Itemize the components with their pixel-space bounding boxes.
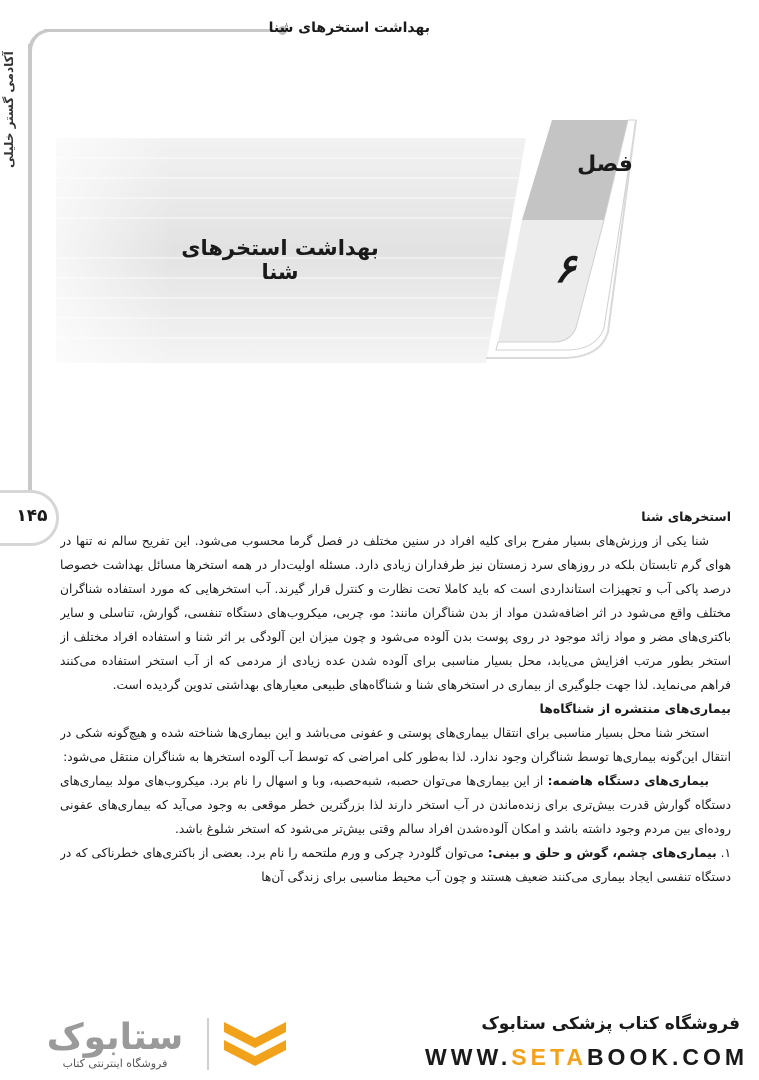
url-suffix: BOOK.COM [586, 1044, 748, 1070]
url-highlight: SETA [511, 1044, 587, 1070]
logo-separator [207, 1018, 209, 1070]
shop-url [388, 1044, 748, 1071]
paragraph: شنا یکی از ورزش‌های بسیار مفرح برای کلیه افراد در سنین مختلف در فصل گرما محسوب می‌شود. این تفریح سالم نه تنها در هوای گرم تابستان بلکه در روزهای سرد زمستان نیز طرفداران زیادی دارد. مسئله اولیت‌دار در همه استخرها مسائل بهداشت خصوصا درصد پاکی آب و تجهیزات استانداردی است که باید کاملا تحت نظارت و کنترل قرار گیرند. آب استخرهایی که مورد استفاده شناگران مختلف واقع می‌شود در اثر اضافه‌شدن مواد از بدن شناگران مانند: مو، چربی، میکروب‌های دستگاه تنفسی، گوارش، تناسلی و سایر باکتری‌های مضر و مواد زائد موجود در روی پوست بدن آلوده می‌شود و چون میزان این آلودگی بر اثر شنا و استفاده افراد مختلف از استخر بطور مرتب افزایش می‌یابد، محل بسیار مناسبی برای آلوده شدن عده زیادی از مردمی که از آب استخر استفاده می‌کنند فراهم می‌نماید. لذا جهت جلوگیری از بیماری در استخرهای شنا و شناگاه‌های طبیعی معیارهای بهداشتی تدوین گردیده است. [60, 534, 731, 692]
side-rule [28, 44, 32, 494]
paragraph: استخر شنا محل بسیار مناسبی برای انتقال بیماری‌های پوستی و عفونی می‌باشد و این بیماری‌ها شناخته شده و هیچ‌گونه شکی در انتقال این‌گونه بیماری‌ها توسط شناگران وجود ندارد. لذا به‌طور کلی امراضی که توسط آب آلوده استخرها به شناگران منتقل می‌شود: [60, 726, 731, 764]
section-heading: استخرهای شنا [641, 509, 731, 524]
page-number: ۱۴۵ [16, 506, 48, 526]
url-prefix: WWW. [425, 1044, 512, 1070]
term-text: از این بیماری‌ها می‌توان حصبه، شبه‌حصبه، وبا و اسهال را نام برد. میکروب‌های مولد بیماری‌های دستگاه گوارش قدرت بیش‌تری برای زنده‌ماندن در آب استخر دارند لذا بزرگترین خطر موقعی به وجود می‌آید که بیماری‌های عفونی روده‌ای بین مردم وجود داشته باشد و امکان آلوده‌شدن افراد سالم وقتی بیش‌تر می‌شود که استخر شلوغ باشد. [60, 774, 731, 836]
logo-chevron-icon [220, 1018, 290, 1074]
term-text: می‌توان گلودرد چرکی و ورم ملتحمه را نام برد. بعضی از باکتری‌های خطرناکی که در دستگاه تنفسی ایجاد بیماری می‌کنند ضعیف هستند و چون آب محیط مناسبی برای زندگی آن‌ها [60, 846, 731, 884]
side-text: آکادمی گستر خلیلی [2, 51, 16, 169]
term-label: بیماری‌های چشم، گوش و حلق و بینی: [487, 846, 717, 860]
body-text [60, 505, 731, 995]
section-heading: بیماری‌های منتشره از شناگاه‌ها [539, 701, 731, 716]
list-item [60, 841, 731, 889]
list-number: ۱. [720, 846, 731, 860]
running-title: بهداشت استخرهای شنا [268, 20, 430, 36]
chapter-title: بهداشت استخرهای شنا [181, 236, 379, 284]
frame-corner [28, 29, 58, 58]
header-rule [44, 29, 274, 32]
chapter-label: فصل [577, 152, 633, 177]
logo-subtitle: فروشگاه اینترنتی کتاب [62, 1057, 168, 1070]
term-label: بیماری‌های دستگاه هاضمه: [547, 774, 709, 788]
paragraph [60, 769, 731, 841]
logo-text: ستابوک [46, 1017, 184, 1058]
shop-title: فروشگاه کتاب پزشکی ستابوک [481, 1014, 740, 1034]
chapter-number: ۶ [554, 246, 576, 292]
